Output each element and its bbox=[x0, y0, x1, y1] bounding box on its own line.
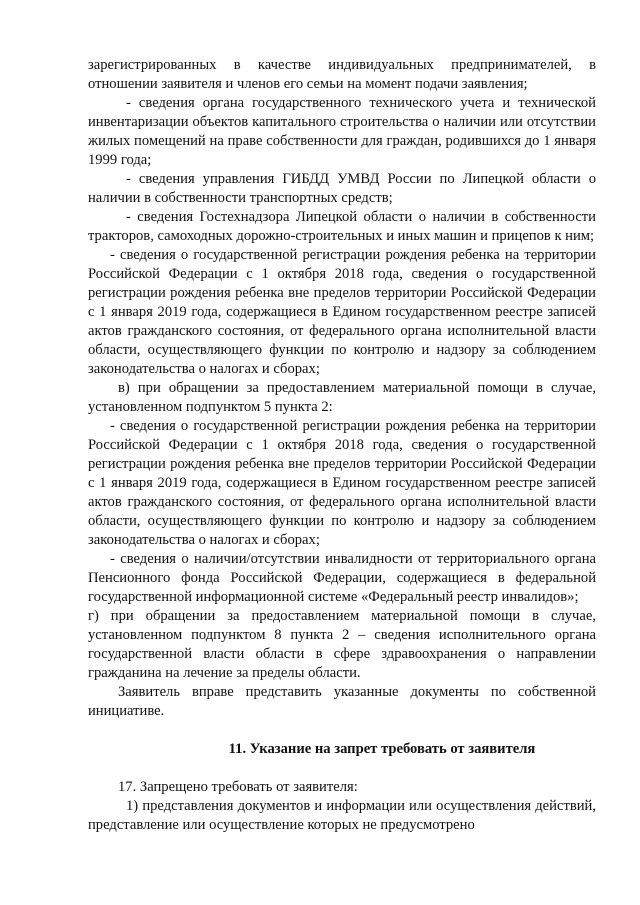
paragraph: Заявитель вправе представить указанные документы по собственной инициативе. bbox=[88, 684, 596, 719]
paragraph: зарегистрированных в качестве индивидуальных предпринимателей, в отношении заявителя и членов его семьи на момент подачи заявления; bbox=[88, 57, 596, 92]
paragraph: - сведения о государственной регистрации рождения ребенка на территории Российской Федерации с 1 октября 2018 года, сведения о государственной регистрации рождения ребенка вне пределов территории Российской Федерации с 1 января 2019 года, содержащиеся в Едином государственном реестре записей актов гражданского состояния, от федерального органа исполнительной власти области, осуществляющего функции по контролю и надзору за соблюдением законодательства о налогах и сборах; bbox=[88, 418, 596, 548]
paragraph: - сведения органа государственного технического учета и технической инвентаризации объектов капитального строительства о наличии или отсутствии жилых помещений на праве собственности для граждан, родившихся до 1 января 1999 года; bbox=[88, 95, 596, 168]
paragraph: 17. Запрещено требовать от заявителя: bbox=[118, 779, 358, 795]
section-heading: 11. Указание на запрет требовать от заявителя bbox=[228, 741, 536, 757]
paragraph: - сведения управления ГИБДД УМВД России по Липецкой области о наличии в собственности транспортных средств; bbox=[88, 171, 596, 206]
paragraph: - сведения о государственной регистрации рождения ребенка на территории Российской Федерации с 1 октября 2018 года, сведения о государственной регистрации рождения ребенка вне пределов территории Российской Федерации с 1 января 2019 года, содержащиеся в Едином государственном реестре записей актов гражданского состояния, от федерального органа исполнительной власти области, осуществляющего функции по контролю и надзору за соблюдением законодательства о налогах и сборах; bbox=[88, 247, 596, 377]
paragraph: 1) представления документов и информации или осуществления действий, представление или осуществление которых не предусмотрено bbox=[88, 798, 596, 833]
document-page bbox=[88, 56, 596, 835]
paragraph: в) при обращении за предоставлением материальной помощи в случае, установленном подпунктом 5 пункта 2: bbox=[88, 380, 596, 415]
spacer bbox=[88, 759, 596, 778]
paragraph: - сведения о наличии/отсутствии инвалидности от территориального органа Пенсионного фонда Российской Федерации, содержащиеся в федеральной государственной информационной системе «Федеральный реестр инвалидов»; bbox=[88, 551, 596, 605]
paragraph: - сведения Гостехнадзора Липецкой области о наличии в собственности тракторов, самоходных дорожно-строительных и иных машин и прицепов к ним; bbox=[88, 209, 596, 244]
paragraph: г) при обращении за предоставлением материальной помощи в случае, установленном подпунктом 8 пункта 2 – сведения исполнительного органа государственной власти области в сфере здравоохранения о направлении гражданина на лечение за пределы области. bbox=[88, 608, 596, 681]
spacer bbox=[88, 721, 596, 740]
